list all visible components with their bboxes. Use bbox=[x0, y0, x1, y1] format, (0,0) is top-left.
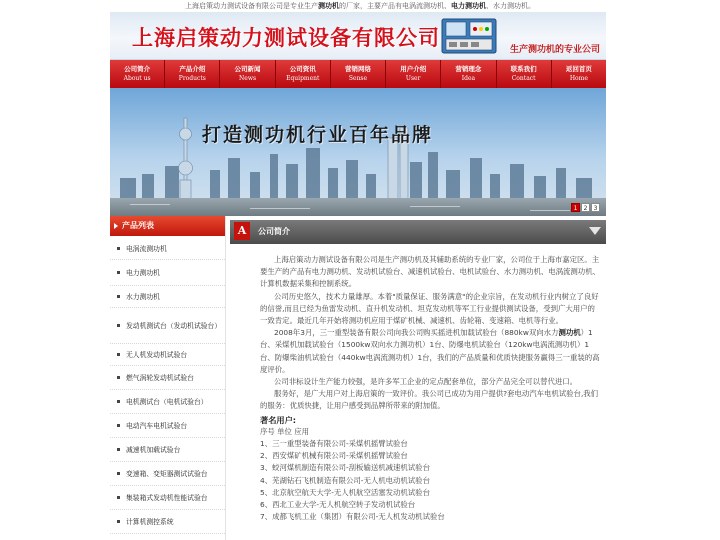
sidebar-item-gas-turbine[interactable]: 燃气涡轮发动机试验台 bbox=[110, 366, 225, 390]
user-item: 5、北京航空航天大学-无人机航空活塞发动机试验台 bbox=[260, 487, 430, 497]
city-skyline-image bbox=[110, 88, 606, 216]
test-console-icon bbox=[440, 15, 498, 55]
users-header: 序号 单位 应用 bbox=[260, 426, 310, 436]
nav-label-en: Idea bbox=[461, 75, 476, 82]
main-nav bbox=[110, 60, 606, 88]
nav-label-cn: 营销网络 bbox=[344, 65, 371, 73]
user-item: 2、西安煤矿机械有限公司-采煤机摇臂试验台 bbox=[260, 451, 408, 461]
p3-post: ）1台、采煤机加载试验台（1500kw双向水力测功机）1台、防爆电机试验台（120kw电涡流测功机）1台、防爆柴油机试验台（440kw电涡流测功机）1台，我们的产品质量和优质快捷服务赢得三一重装的高度评价。 bbox=[260, 328, 600, 374]
nav-label-cn: 联系我们 bbox=[510, 65, 537, 73]
nav-user[interactable] bbox=[386, 60, 441, 88]
nav-label-en: Contact bbox=[511, 75, 536, 82]
banner-pager bbox=[571, 203, 600, 212]
nav-idea[interactable] bbox=[441, 60, 496, 88]
famous-users-title: 著名用户: bbox=[260, 414, 297, 425]
notice-keyword-dynamometer[interactable]: 测功机 bbox=[318, 2, 339, 10]
nav-label-cn: 公司新闻 bbox=[234, 65, 261, 73]
content-title-bar bbox=[230, 220, 606, 244]
nav-home[interactable] bbox=[552, 60, 606, 88]
nav-news[interactable] bbox=[220, 60, 275, 88]
nav-label-cn: 营销理念 bbox=[455, 65, 482, 73]
sidebar-title: 产品列表 bbox=[110, 216, 225, 236]
main-content bbox=[228, 216, 606, 540]
user-item: 4、芜湖钻石飞机制造有限公司-无人机电动机试验台 bbox=[260, 475, 430, 485]
sidebar-item-eddy-current[interactable]: 电涡流测功机 bbox=[110, 238, 225, 260]
sidebar-item-motor-test[interactable]: 电机测试台（电机试验台） bbox=[110, 390, 225, 414]
banner-page-1[interactable]: 1 bbox=[571, 203, 580, 212]
sidebar-item-gearbox[interactable]: 变速箱、变矩器测试试验台 bbox=[110, 462, 225, 486]
user-item: 3、蛟河煤机制造有限公司-刮板输送机减速机试验台 bbox=[260, 463, 430, 473]
intro-paragraph-5: 服务好，是广大用户对上海启策的一致评价。我公司已成功为用户提供?套电动汽车电机试验台,我们的服务：优质快捷，让用户感受到品牌所带来的附加值。 bbox=[260, 389, 599, 411]
notice-middle: 的厂家，主要产品有电涡流测功机、 bbox=[339, 2, 451, 10]
nav-contact[interactable] bbox=[497, 60, 552, 88]
nav-label-cn: 用户介绍 bbox=[400, 65, 427, 73]
intro-paragraph-4: 公司非标设计生产能力较强，是许多军工企业的定点配套单位，部分产品完全可以替代进口。 bbox=[274, 377, 578, 387]
notice-keyword-electric[interactable]: 电力测功机 bbox=[451, 2, 486, 10]
sidebar-item-ev-motor[interactable]: 电动汽车电机试验台 bbox=[110, 414, 225, 438]
user-item: 1、三一重型装备有限公司-采煤机摇臂试验台 bbox=[260, 439, 408, 449]
nav-label-en: About us bbox=[123, 75, 151, 82]
notice-suffix: 、水力测功机。 bbox=[486, 2, 535, 10]
nav-label-cn: 公司资讯 bbox=[289, 65, 316, 73]
nav-label-en: Home bbox=[569, 75, 588, 82]
intro-paragraph-3 bbox=[260, 327, 602, 376]
banner-page-3[interactable]: 3 bbox=[591, 203, 600, 212]
section-badge: A bbox=[234, 222, 250, 240]
intro-text bbox=[228, 244, 606, 523]
company-name[interactable]: 上海启策动力测试设备有限公司 bbox=[132, 26, 440, 50]
hero-banner[interactable] bbox=[110, 88, 606, 216]
nav-products[interactable] bbox=[165, 60, 220, 88]
sidebar-item-computer-control[interactable]: 计算机测控系统 bbox=[110, 510, 225, 534]
top-notice bbox=[0, 0, 720, 12]
intro-paragraph-1: 上海启策动力测试设备有限公司是生产测功机及其辅助系统的专业厂家，公司位于上海市嘉定区。主要生产的产品有电力测功机、发动机试验台、减速机试验台、电机试验台、水力测功机、电涡流测功机、计算机数据采集和控制系统。 bbox=[260, 255, 600, 289]
user-item: 7、成都飞机工业（集团）有限公司-无人机发动机试验台 bbox=[260, 512, 445, 522]
nav-label-en: Sense bbox=[348, 75, 368, 82]
header-slogan: 生产测功机的专业公司 bbox=[509, 45, 600, 55]
sidebar-item-hydraulic[interactable]: 水力测功机 bbox=[110, 286, 225, 308]
user-item: 6、西北工业大学-无人机航空转子发动机试验台 bbox=[260, 500, 416, 510]
sidebar-item-uav-engine[interactable]: 无人机发动机试验台 bbox=[110, 344, 225, 366]
product-list bbox=[110, 236, 225, 534]
section-title: 公司简介 bbox=[258, 227, 290, 236]
banner-page-2[interactable]: 2 bbox=[581, 203, 590, 212]
nav-label-cn: 产品介绍 bbox=[179, 65, 206, 73]
banner-slogan: 打造测功机行业百年品牌 bbox=[202, 124, 434, 146]
sidebar-item-container[interactable]: 集装箱式发动机性能试验台 bbox=[110, 486, 225, 510]
product-sidebar bbox=[110, 216, 226, 540]
sidebar-item-electric[interactable]: 电力测功机 bbox=[110, 260, 225, 286]
nav-about[interactable] bbox=[110, 60, 165, 88]
p3-pre: 2008年3月，三一重型装备有限公司向我公司购买摇进机加载试验台（880kw双向水力 bbox=[274, 328, 559, 338]
nav-label-cn: 公司简介 bbox=[124, 65, 151, 73]
nav-label-en: News bbox=[239, 75, 257, 82]
sidebar-item-reducer[interactable]: 减速机加载试验台 bbox=[110, 438, 225, 462]
notice-prefix: 上海启策动力测试设备有限公司是专业生产 bbox=[185, 2, 318, 10]
nav-label-en: Equipment bbox=[286, 75, 320, 82]
nav-sense[interactable] bbox=[331, 60, 386, 88]
p3-keyword[interactable]: 测功机 bbox=[558, 328, 581, 338]
nav-label-cn: 返回首页 bbox=[565, 65, 592, 73]
site-header bbox=[110, 12, 606, 60]
intro-paragraph-2: 公司历史悠久，技术力量雄厚。本着"质量保证、服务满意"的企业宗旨，在发动机行业内树立了良好的信誉,而且已经为鱼雷发动机、直升机发动机、坦克发动机等军工行业提供测试设备，受到广大用户的一致肯定。最近几年开始将测功机应用于煤矿机械、减速机、齿轮箱、变速箱、电机等行业。 bbox=[260, 291, 599, 326]
nav-equipment[interactable] bbox=[276, 60, 331, 88]
arrow-down-icon bbox=[586, 222, 604, 240]
sidebar-item-engine-test[interactable]: 发动机测试台（发动机试验台） bbox=[110, 308, 225, 344]
nav-label-en: Products bbox=[178, 75, 206, 82]
nav-label-en: User bbox=[405, 75, 421, 82]
